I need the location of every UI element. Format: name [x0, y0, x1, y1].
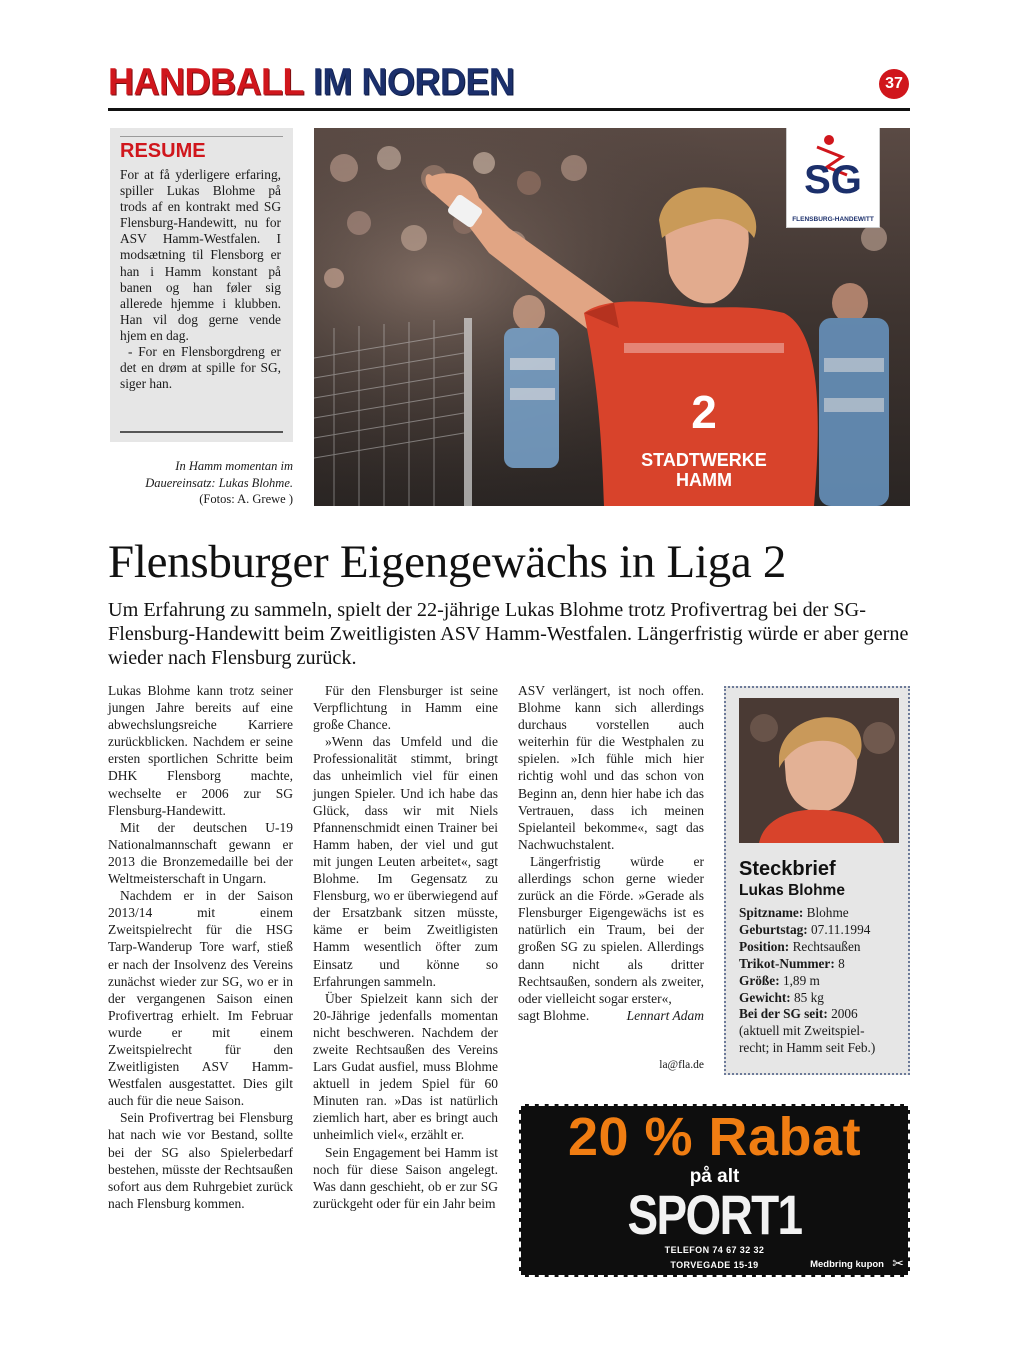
article-paragraph: Für den Flensburger ist seine Verpflichtung in Hamm eine große Chance.: [313, 683, 498, 733]
article-column-2: [313, 682, 498, 1212]
section-title-blue: IM NORDEN: [312, 59, 515, 103]
header-rule: [108, 108, 910, 111]
article-paragraph: Längerfristig würde er allerdings schon gerne wieder zurück an die Förde. »Gerade als Flensburger Eigengewächs ist es natürlich ein Traum, bei der großen SG zu spielen. Allerdings dann nicht als dritter Rechtsaußen, sondern als zweiter, oder vielleicht sogar erster«,: [518, 853, 704, 1006]
scissors-icon: ✂: [892, 1257, 904, 1272]
ad-coupon-note: Medbring kupon: [810, 1259, 884, 1270]
sg-logo: [786, 128, 880, 228]
fact-value: Rechtsaußen: [792, 938, 861, 954]
article-column-3: [518, 682, 704, 1024]
byline-row: [518, 1007, 704, 1024]
author-byline: Lennart Adam: [626, 1007, 704, 1023]
article-paragraph: Lukas Blohme kann trotz seiner jungen Jahre bereits auf eine abwechslungsreiche Karriere zurückblicken. Nachdem er seine ersten sportlichen Schritte beim DHK Flensborg machte, wechselte er 2006 zur SG Flensburg-Handewitt.: [108, 683, 293, 818]
fact-value: 07.11.1994: [811, 921, 871, 937]
fact-row: [739, 973, 909, 990]
article-column-1: [108, 682, 293, 1212]
article-paragraph: Über Spielzeit kann sich der 20-Jährige jedenfalls momentan nicht beschweren. Nachdem der zweite Rechtsaußen des Vereins Lars Gudat ausfiel, muss Blohme aktuell in jedem Spiel für 60 Minuten ran. »Das ist natürlich ziemlich hart, aber es bringt auch unheimlich viel«, erzählt er.: [313, 990, 498, 1143]
article-headline: Flensburger Eigengewächs in Liga 2: [108, 536, 787, 588]
ad-brand-logo: SPORT1: [627, 1183, 802, 1246]
fact-label: Trikot-Nummer:: [739, 955, 835, 971]
photo-credit: (Fotos: A. Grewe ): [199, 492, 293, 506]
article-paragraph: »Wenn das Umfeld und die Professionalität stimmt, bringt das unheimlich viel für einen jungen Spieler. Und ich habe das Glück, dass wir mit Niels Pfannenschmidt einen Trainer bei Hamm haben, der viel und gut mit jungen Leuten arbeitet«, sagt Blohme. Im Gegensatz zu Flensburg, wo er überwiegend auf der Ersatzbank sitzen müsste, käme er beim Zweitligisten Hamm wesentlich öfter zum Einsatz und könne so Erfahrungen sammeln.: [313, 734, 498, 989]
fact-value: 1,89 m: [782, 972, 820, 988]
section-title: [108, 61, 514, 103]
resume-paragraph: - For en Flensborgdreng er det en drøm at spille for SG, siger han.: [120, 344, 281, 392]
ad-phone: TELEFON 74 67 32 32: [664, 1245, 765, 1255]
fact-row: [739, 905, 909, 922]
article-deck: Um Erfahrung zu sammeln, spielt der 22-jährige Lukas Blohme trotz Profivertrag bei der SG-Flensburg-Handewitt beim Zweitligisten ASV Hamm-Westfalen. Längerfristig würde er aber gerne wieder nach Flensburg zurück.: [108, 599, 909, 669]
jersey-number: 2: [691, 386, 717, 438]
fact-row: [739, 990, 909, 1007]
fact-label: Position:: [739, 938, 790, 954]
photo-caption: [120, 458, 293, 508]
ad-address: TORVEGADE 15-19: [670, 1260, 759, 1270]
section-title-red: HANDBALL: [108, 59, 304, 103]
fact-row: [739, 939, 909, 956]
steckbrief-title: Steckbrief: [739, 858, 836, 880]
fact-value: 8: [838, 955, 845, 971]
resume-rule-bottom: [120, 431, 283, 433]
fact-label: Spitzname:: [739, 905, 804, 920]
sg-logo-subtitle: FLENSBURG-HANDEWITT: [792, 216, 874, 223]
steckbrief-name: Lukas Blohme: [739, 882, 845, 899]
page-number: 37: [879, 69, 909, 99]
sport1-advertisement: [519, 1104, 910, 1277]
caption-line-2: Dauereinsatz: Lukas Blohme.: [145, 475, 293, 490]
portrait-illustration: [739, 698, 899, 843]
caption-line-1: In Hamm momentan im: [175, 459, 293, 473]
ad-subheadline: på alt: [689, 1166, 740, 1187]
fact-value: Blohme: [806, 905, 849, 920]
article-paragraph: Sein Profivertrag bei Flensburg hat nach wie vor Bestand, sollte bei der SG also Spielerbedarf bestehen, müsste der Rechtsaußen sofort aus dem Ruhrgebiet zurück nach Flensburg kommen.: [108, 1110, 293, 1211]
fact-label: Bei der SG seit:: [739, 1006, 828, 1022]
steckbrief-portrait: [739, 698, 899, 843]
main-photo: [314, 128, 910, 506]
article-closing: sagt Blohme.: [518, 1007, 590, 1023]
ad-headline: 20 % Rabat: [567, 1107, 862, 1167]
article-paragraph: Nachdem er in der Saison 2013/14 mit einem Zweitspielrecht für die HSG Tarp-Wanderup Tore warf, stieß er nach der Insolvenz des Vereins zunächst wieder zur SG, wo er in der vergangenen Saison einen Profivertrag erhielt. Im Februar wurde er mit einem Zweitspielrecht für den Zweitligisten ASV Hamm-Westfalen ausgestattet. Dies gilt auch für die neue Saison.: [108, 888, 293, 1109]
fact-row: [739, 1006, 909, 1023]
fact-note-line: (aktuell mit Zweitspiel-: [739, 1023, 865, 1039]
article-paragraph: ASV verlängert, ist noch offen. Blohme kann sich allerdings durchaus vorstellen auch weiterhin für die Westphalen zu spielen. »Ich fühle mich hier richtig wohl und das schon von Beginn an, denn hier habe ich das Vertrauen, dass ich meinen Spielanteil bekomme«, sagt das Nachwuchstalent.: [518, 683, 704, 852]
fact-label: Größe:: [739, 972, 780, 988]
fact-label: Gewicht:: [739, 989, 791, 1005]
article-paragraph: Sein Engagement bei Hamm ist noch für diese Saison angelegt. Was dann geschieht, ob er zur SG zurückgeht oder für ein Jahr beim: [313, 1144, 498, 1211]
resume-text: [120, 167, 281, 392]
resume-rule-top: [120, 136, 283, 137]
resume-title: RESUME: [120, 140, 206, 162]
steckbrief-facts: [739, 905, 909, 1057]
author-email: la@fla.de: [659, 1059, 704, 1071]
article-paragraph: Mit der deutschen U-19 Nationalmannschaft gewann er 2013 die Bronzemedaille bei der Weltmeisterschaft in Ungarn.: [108, 819, 293, 887]
sg-logo-icon: [787, 128, 879, 209]
resume-paragraph: For at få yderligere erfaring, spiller Lukas Blohme på trods af en kontrakt med SG Flensburg-Handewitt, nu for ASV Hamm-Westfalen. I modsætning til Flensborg er han i Hamm konstant på banen og han føler sig allerede hjemme i klubben. Han vil dog gerne vende hjem en dag.: [120, 167, 281, 343]
fact-row: [739, 956, 909, 973]
resume-box: [110, 128, 293, 442]
fact-value: 85 kg: [794, 989, 824, 1005]
steckbrief-box: [724, 686, 910, 1075]
jersey-sponsor-city: HAMM: [676, 470, 732, 490]
fact-label: Geburtstag:: [739, 921, 808, 937]
fact-row: [739, 922, 909, 939]
sg-logo-text: SG: [804, 158, 862, 202]
fact-note-line: recht; in Hamm seit Feb.): [739, 1040, 876, 1056]
jersey-sponsor: STADTWERKE: [641, 450, 767, 470]
fact-value: 2006: [831, 1006, 858, 1022]
